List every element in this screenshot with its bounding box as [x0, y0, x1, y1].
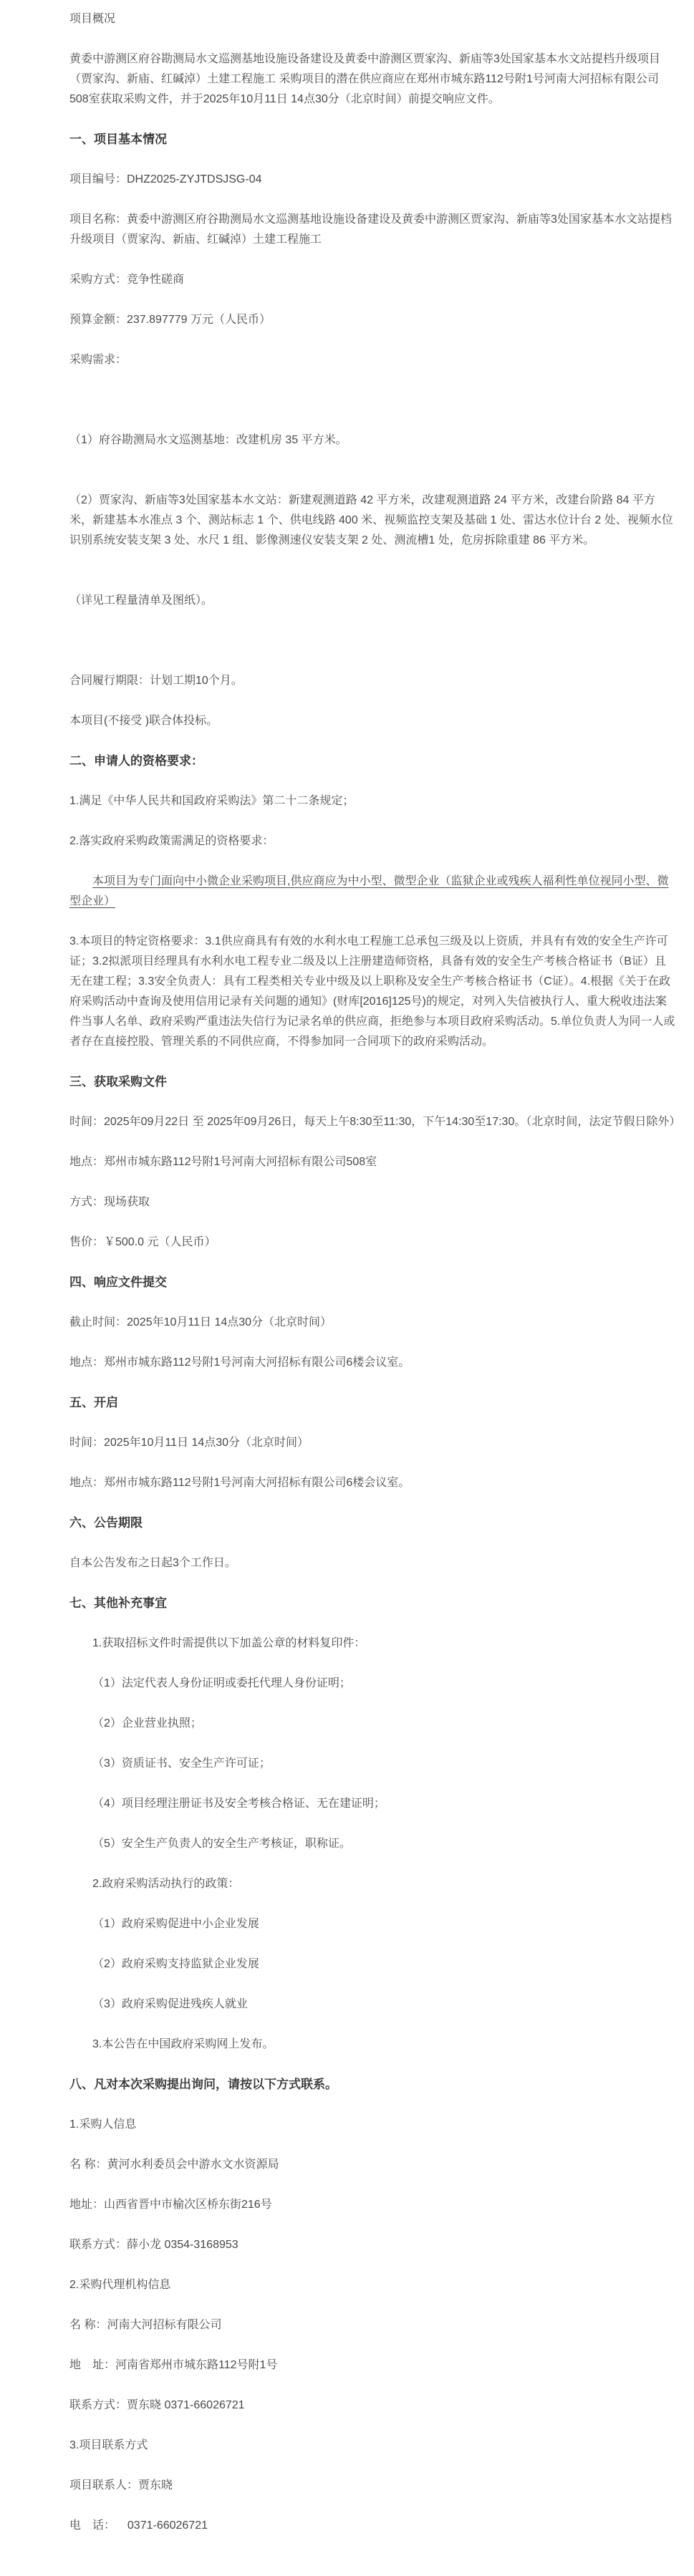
field-opening-location: 地点：郑州市城东路112号附1号河南大河招标有限公司6楼会议室。 — [69, 1477, 410, 1489]
contact-agency-name: 名 称：河南大河招标有限公司 — [69, 2319, 222, 2331]
overview-summary: 黄委中游测区府谷勘测局水文巡测基地设施设备建设及黄委中游测区贾家沟、新庙等3处国家基本水文站提档升级项目（贾家沟、新庙、红碱淖）土建工程施工 采购项目的潜在供应商应在郑州市城东路112号附1号河南大河招标有限公司508室获取采购文件，并于2025年10月11日 14点30分（北京时间）前提交响应文件。 — [69, 53, 660, 105]
field-obtain-method: 方式：现场获取 — [69, 1196, 150, 1208]
demand-note: （详见工程量清单及图纸）。 — [69, 594, 213, 607]
field-obtain-time: 时间：2025年09月22日 至 2025年09月26日，每天上午8:30至11:30，下午14:30至17:30。（北京时间，法定节假日除外） — [69, 1116, 681, 1128]
other-matters-item-1-1: （1）法定代表人身份证明或委托代理人身份证明； — [92, 1677, 351, 1689]
other-matters-item-2-2: （2）政府采购支持监狱企业发展 — [92, 1958, 259, 1970]
section-heading-basic-info: 一、项目基本情况 — [69, 132, 167, 146]
contact-purchaser-address: 地址：山西省晋中市榆次区桥东街216号 — [69, 2199, 272, 2211]
other-matters-item-2-1: （1）政府采购促进中小企业发展 — [92, 1918, 259, 1930]
field-contract-period: 合同履行期限：计划工期10个月。 — [69, 675, 243, 687]
section-heading-obtain-docs: 三、获取采购文件 — [69, 1075, 167, 1089]
contact-purchaser-label: 1.采购人信息 — [69, 2118, 137, 2131]
demand-item-2: （2）贾家沟、新庙等3处国家基本水文站：新建观测道路 42 平方米，改建观测道路 24 平方米，改建台阶路 84 平方米，新建基本水准点 3 个、测站标志 1 个、供电线路 400 米、视频监控支架及基础 1 处、雷达水位计台 2 处、视频水位识别系统安装支架 3 处、水尺 1 组、影像测速仪安装支架 2 处、测流槽1 处，危房拆除重建 86 平方米。 — [69, 494, 673, 546]
contact-project-person: 项目联系人：贾东晓 — [69, 2479, 173, 2491]
section-heading-contact: 八、凡对本次采购提出询问，请按以下方式联系。 — [69, 2078, 337, 2091]
field-procurement-method: 采购方式：竞争性磋商 — [69, 274, 185, 286]
field-submission-location: 地点：郑州市城东路112号附1号河南大河招标有限公司6楼会议室。 — [69, 1356, 410, 1369]
section-heading-announcement-period: 六、公告期限 — [69, 1516, 143, 1530]
field-submission-deadline: 截止时间：2025年10月11日 14点30分（北京时间） — [69, 1316, 332, 1328]
other-matters-item-2-3: （3）政府采购促进残疾人就业 — [92, 1998, 248, 2010]
other-matters-item-1-2: （2）企业营业执照； — [92, 1717, 202, 1730]
qualification-sme-underline-note: 本项目为专门面向中小微企业采购项目,供应商应为中小型、微型企业（监狱企业或残疾人福利性单位视同小型、微型企业） — [69, 875, 669, 907]
other-matters-item-1: 1.获取招标文件时需提供以下加盖公章的材料复印件： — [92, 1637, 366, 1649]
contact-purchaser-name: 名 称：黄河水利委员会中游水文水资源局 — [69, 2158, 279, 2171]
qualification-item-3: 3.本项目的特定资格要求：3.1供应商具有有效的水利水电工程施工总承包三级及以上资质，并具有有效的安全生产许可证；3.2拟派项目经理具有水利水电工程专业二级及以上注册建造师资格，具备有效的安全生产考核合格证书（B证）且无在建工程；3.3安全负责人：具有工程类相关专业中级及以上职称及安全生产考核合格证书（C证）。4.根据《关于在政府采购活动中查询及使用信用记录有关问题的通知》(财库[2016]125号)的规定，对列入失信被执行人、重大税收违法案件当事人名单、政府采购严重违法失信行为记录名单的供应商，拒绝参与本项目政府采购活动。5.单位负责人为同一人或者存在直接控股、管理关系的不同供应商，不得参加同一合同项下的政府采购活动。 — [69, 935, 675, 1048]
field-obtain-location: 地点：郑州市城东路112号附1号河南大河招标有限公司508室 — [69, 1156, 377, 1168]
field-demand-label: 采购需求： — [69, 354, 127, 366]
field-project-name: 项目名称：黄委中游测区府谷勘测局水文巡测基地设施设备建设及黄委中游测区贾家沟、新庙等3处国家基本水文站提档升级项目（贾家沟、新庙、红碱淖）土建工程施工 — [69, 213, 672, 246]
contact-agency-address: 地 址：河南省郑州市城东路112号附1号 — [69, 2359, 278, 2371]
other-matters-item-3: 3.本公告在中国政府采购网上发布。 — [92, 2038, 274, 2050]
other-matters-item-2: 2.政府采购活动执行的政策： — [92, 1878, 240, 1890]
other-matters-item-1-4: （4）项目经理注册证书及安全考核合格证、无在建证明； — [92, 1798, 385, 1810]
other-matters-item-1-3: （3）资质证书、安全生产许可证； — [92, 1757, 271, 1770]
overview-title: 项目概况 — [69, 13, 116, 25]
contact-purchaser-phone: 联系方式：薛小龙 0354-3168953 — [69, 2239, 238, 2251]
field-project-no: 项目编号：DHZ2025-ZYJTDSJSG-04 — [69, 173, 262, 185]
field-joint-bid: 本项目(不接受 )联合体投标。 — [69, 715, 218, 727]
section-heading-opening: 五、开启 — [69, 1396, 118, 1409]
section-heading-other-matters: 七、其他补充事宜 — [69, 1596, 167, 1610]
qualification-item-2: 2.落实政府采购政策需满足的资格要求： — [69, 835, 274, 847]
contact-agency-phone: 联系方式：贾东晓 0371-66026721 — [69, 2399, 245, 2411]
contact-project-phone: 电 话： 0371-66026721 — [69, 2519, 208, 2532]
other-matters-item-1-5: （5）安全生产负责人的安全生产考核证，职称证。 — [92, 1838, 351, 1850]
field-doc-price: 售价：￥500.0 元（人民币） — [69, 1236, 216, 1248]
announcement-period-text: 自本公告发布之日起3个工作日。 — [69, 1557, 236, 1569]
contact-agency-label: 2.采购代理机构信息 — [69, 2279, 171, 2291]
field-opening-time: 时间：2025年10月11日 14点30分（北京时间） — [69, 1437, 309, 1449]
demand-list — [69, 390, 677, 651]
contact-project-label: 3.项目联系方式 — [69, 2439, 148, 2451]
section-heading-qualification: 二、申请人的资格要求： — [69, 754, 203, 768]
section-heading-submission: 四、响应文件提交 — [69, 1275, 167, 1289]
qualification-item-1: 1.满足《中华人民共和国政府采购法》第二十二条规定； — [69, 795, 355, 807]
demand-item-1: （1）府谷勘测局水文巡测基地：改建机房 35 平方米。 — [69, 434, 347, 446]
field-budget: 预算金额：237.897779 万元（人民币） — [69, 314, 271, 326]
